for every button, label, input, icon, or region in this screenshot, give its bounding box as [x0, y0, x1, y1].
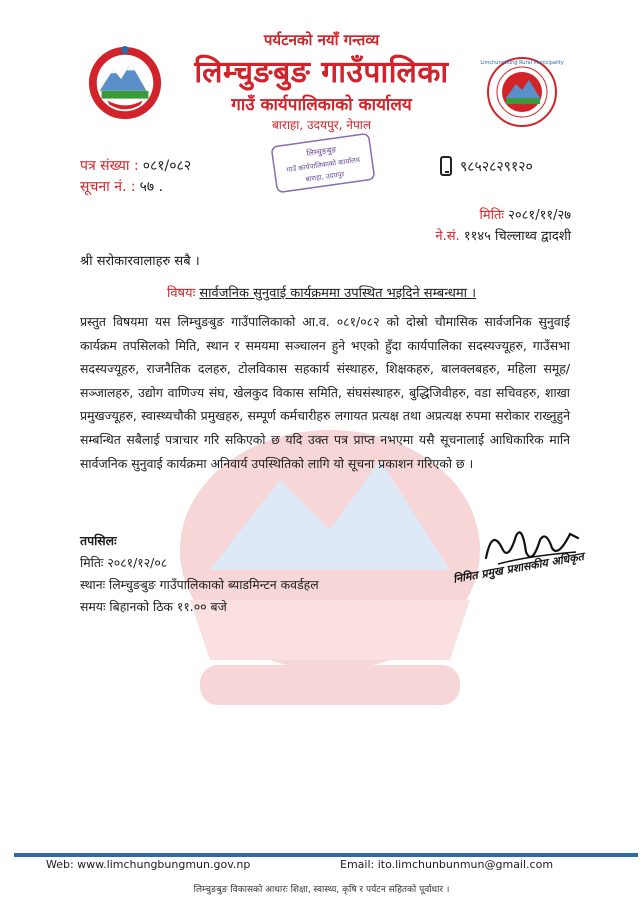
footer-divider — [14, 853, 638, 857]
subject-line — [0, 283, 643, 301]
event-date: मितिः २०८१/१२/०८ — [80, 555, 168, 570]
stamp-line-3: बाराहा, उदयपुर — [305, 170, 345, 184]
event-time: समयः बिहानको ठिक ११.०० बजे — [80, 599, 227, 614]
details-heading: तपसिलः — [80, 533, 117, 548]
seal-text: Limchungbung Rural Municipality — [480, 60, 564, 66]
footer-email: Email: ito.limchunbunmun@gmail.com — [340, 858, 554, 871]
phone-number: ९८५२८२९१२० — [460, 158, 533, 175]
subject-label: विषयः — [166, 286, 196, 301]
notice-number — [80, 177, 163, 196]
tagline: पर्यटनको नयाँ गन्तव्य — [263, 31, 380, 49]
salutation: श्री सरोकारवालाहरु सबै । — [80, 254, 200, 269]
stamp-line-2: गाउँ कार्यपालिकाको कार्यालय — [286, 155, 361, 175]
date-value: २०८१/११/२७ — [508, 208, 571, 223]
office-address: बाराहा, उदयपुर, नेपाल — [271, 118, 372, 132]
date-label: मितिः — [479, 208, 505, 223]
letter-number-value: ०८१/०८२ — [142, 158, 192, 174]
date-line — [479, 205, 571, 223]
organization-name: लिम्चुङबुङ गाउँपालिका — [194, 55, 449, 90]
office-stamp — [268, 134, 378, 192]
stamp-line-1: लिम्चुङबुङ — [305, 145, 337, 159]
footer-website: Web: www.limchungbungmun.gov.np — [46, 858, 251, 871]
footer-note: लिम्चुङबुङ विकासको आधारः शिक्षा, स्वास्थ्य, कृषि र पर्यटन सहितको पूर्वाधार । — [193, 885, 450, 895]
phone-contact — [440, 156, 533, 176]
letter-number-label: पत्र संख्या : — [80, 158, 139, 174]
details-block — [80, 530, 319, 618]
nepal-era-label: ने.सं. — [435, 229, 460, 244]
notice-number-label: सूचना नं. : — [80, 179, 136, 195]
phone-icon — [440, 156, 452, 176]
nepal-era-value: ११४५ चिल्लाथ्व द्वादशी — [463, 229, 571, 244]
office-name: गाउँ कार्यपालिकाको कार्यालय — [231, 95, 412, 115]
signatory-title: निमित प्रमुख प्रशासकीय अधिकृत — [452, 549, 585, 586]
letter-number — [80, 156, 191, 175]
notice-body: प्रस्तुत विषयमा यस लिम्चुङबुङ गाउँपालिकाको आ.व. ०८१/०८२ को दोस्रो चौमासिक सार्वजनिक सुनुवाई कार्यक्रम तपसिलको मिति, स्थान र समयमा सञ्चालन हुने भएको हुँदा कार्यपालिका सदस्यज्यूहरु, गाउँसभा सदस्यज्यूहरु, राजनैतिक दलहरु, टोलविकास सहकार्य संस्थाहरु, शिक्षकहरु, बालक्लबहरु, महिला समूह/सञ्जालहरु, उद्योग वाणिज्य संघ, खेलकुद विकास समिति, संघसंस्थाहरु, बुद्धिजिवीहरु, वडा सचिवहरु, शाखा प्रमुखज्यूहरु, स्वास्थ्यचौकी प्रमुखहरु, सम्पूर्ण कर्मचारीहरु लगायत प्रत्यक्ष तथा अप्रत्यक्ष रुपमा सरोकार राख्नुहुने सम्बन्धित सबैलाई पत्राचार गरि सकिएको छ यदि उक्त पत्र प्राप्त नभएमा यसै सूचनालाई आधिकारिक मानि सार्वजनिक सुनुवाई कार्यक्रमा अनिवार्य उपस्थितिको लागि यो सूचना प्रकाशन गरिएको छ । — [80, 314, 570, 471]
subject-text: सार्वजनिक सुनुवाई कार्यक्रममा उपस्थित भइदिने सम्बन्धमा । — [199, 286, 477, 301]
notice-number-value: ५७ . — [139, 179, 164, 195]
nepal-era-line — [435, 226, 571, 244]
event-venue: स्थानः लिम्चुङबुङ गाउँपालिकाको ब्याडमिन्टन कवर्डहल — [80, 577, 319, 592]
